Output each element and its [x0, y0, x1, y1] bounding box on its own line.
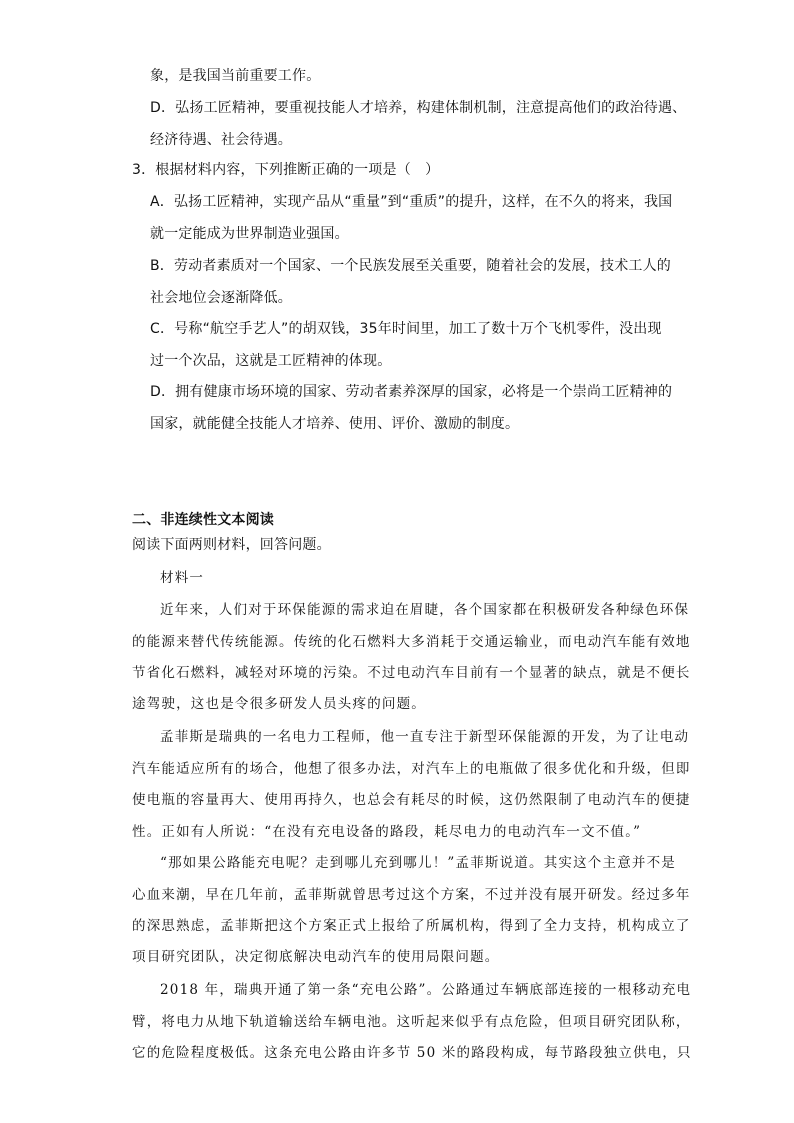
- question3-stem: 3．根据材料内容，下列推断正确的一项是（ ）: [132, 162, 440, 178]
- q3-option-c-line1: C．号称“航空手艺人”的胡双钱，35年时间里，加工了数十万个飞机零件，没出现: [150, 321, 662, 337]
- paragraph-line: 心血来潮，早在几年前，孟菲斯就曾思考过这个方案，不过并没有展开研发。经过多年: [132, 887, 691, 903]
- paragraph-line: 途驾驶，这也是令很多研发人员头疼的问题。: [132, 696, 426, 712]
- q3-option-b-line1: B．劳动者素质对一个国家、一个民族发展至关重要，随着社会的发展，技术工人的: [150, 258, 672, 274]
- paragraph-line: 孟菲斯是瑞典的一名电力工程师，他一直专注于新型环保能源的开发，为了让电动: [160, 729, 690, 745]
- paragraph-line: 项目研究团队，决定彻底解决电动汽车的使用局限问题。: [132, 949, 500, 965]
- paragraph-line: 的能源来替代传统能源。传统的化石燃料大多消耗于交通运输业，而电动汽车能有效地: [132, 634, 691, 650]
- paragraph-line: 节省化石燃料，减轻对环境的污染。不过电动汽车目前有一个显著的缺点，就是不便长: [132, 665, 691, 681]
- paragraph-line: 2018 年，瑞典开通了第一条“充电公路”。公路通过车辆底部连接的一根移动充电: [160, 982, 692, 998]
- paragraph-line: 使电瓶的容量再大、使用再持久，也总会有耗尽的时候，这仍然限制了电动汽车的便捷: [132, 792, 691, 808]
- paragraph-line: 的深思熟虑，孟菲斯把这个方案正式上报给了所属机构，得到了全力支持，机构成立了: [132, 918, 691, 934]
- section-heading: 二、非连续性文本阅读: [132, 512, 274, 528]
- option-c-tail: 象，是我国当前重要工作。: [150, 68, 321, 84]
- paragraph-line: 臂，将电力从地下轨道输送给车辆电池。这听起来似乎有点危险，但项目研究团队称，: [132, 1014, 691, 1030]
- q3-option-a-line1: A．弘扬工匠精神，实现产品从“重量”到“重质”的提升，这样，在不久的将来，我国: [150, 194, 673, 210]
- section-instruction: 阅读下面两则材料，回答问题。: [132, 537, 331, 553]
- paragraph-line: “那如果公路能充电呢？走到哪儿充到哪儿！”孟菲斯说道。其实这个主意并不是: [160, 855, 677, 871]
- paragraph-line: 近年来，人们对于环保能源的需求迫在眉睫，各个国家都在积极研发各种绿色环保: [160, 602, 690, 618]
- q3-option-c-line2: 过一个次品，这就是工匠精神的体现。: [150, 353, 392, 369]
- paragraph-line: 它的危险程度极低。这条充电公路由许多节 50 米的路段构成，每节路段独立供电，只: [132, 1045, 692, 1061]
- option-d-line2: 经济待遇、社会待遇。: [150, 132, 292, 148]
- q3-option-d-line2: 国家，就能健全技能人才培养、使用、评价、激励的制度。: [150, 416, 520, 432]
- paragraph-line: 汽车能适应所有的场合，他想了很多办法，对汽车上的电瓶做了很多优化和升级，但即: [132, 761, 691, 777]
- paragraph-line: 性。正如有人所说：“在没有充电设备的路段，耗尽电力的电动汽车一文不值。”: [132, 824, 642, 840]
- q3-option-a-line2: 就一定能成为世界制造业强国。: [150, 226, 349, 242]
- q3-option-b-line2: 社会地位会逐渐降低。: [150, 290, 292, 306]
- material-label: 材料一: [160, 570, 205, 586]
- option-d-line1: D．弘扬工匠精神，要重视技能人才培养，构建体制机制，注意提高他们的政治待遇、: [150, 100, 687, 116]
- q3-option-d-line1: D．拥有健康市场环境的国家、劳动者素养深厚的国家，必将是一个崇尚工匠精神的: [150, 384, 673, 400]
